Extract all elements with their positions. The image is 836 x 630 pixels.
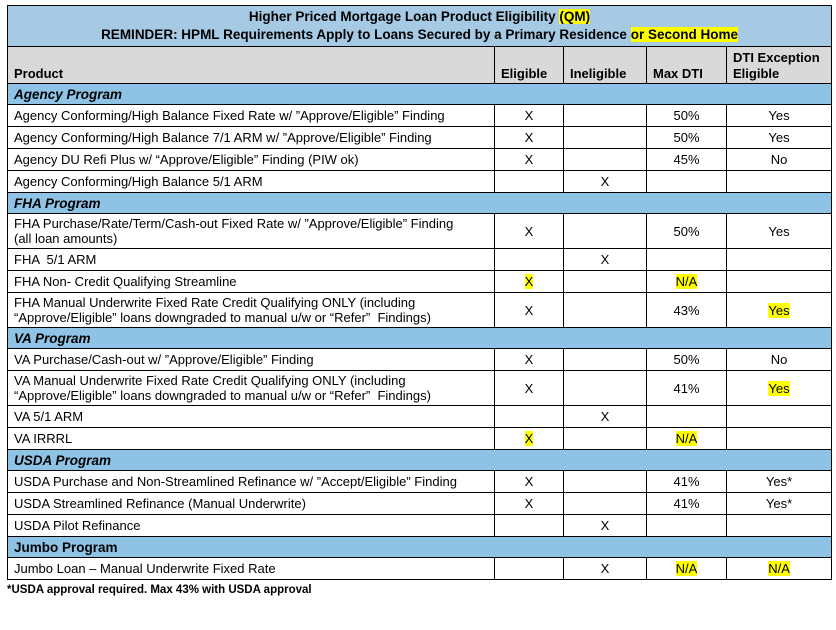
ineligible-cell: X (564, 558, 647, 580)
title-line1: Higher Priced Mortgage Loan Product Eligibility (248, 9, 560, 24)
product-line1: VA Manual Underwrite Fixed Rate Credit Qualifying ONLY (including (14, 373, 406, 388)
product-cell: USDA Purchase and Non-Streamlined Refinance w/ ”Accept/Eligible” Finding (8, 471, 495, 493)
eligibility-document (7, 5, 831, 596)
eligible-cell: X (495, 127, 564, 149)
product-line2: “Approve/Eligible” loans downgraded to manual u/w or “Refer” Findings) (14, 310, 431, 325)
dti-exception-cell: Yes (727, 127, 832, 149)
product-cell: USDA Streamlined Refinance (Manual Underwrite) (8, 493, 495, 515)
header-dti-exception-line1: DTI Exception (733, 50, 820, 65)
table-row (8, 214, 832, 249)
ineligible-cell: X (564, 515, 647, 537)
eligible-cell (495, 271, 564, 293)
max-dti-cell: 41% (647, 493, 727, 515)
title-row (8, 6, 832, 47)
section-jumbo (8, 537, 832, 558)
table-row (8, 293, 832, 328)
ineligible-cell (564, 214, 647, 249)
product-cell: Agency Conforming/High Balance 7/1 ARM w/ ”Approve/Eligible” Finding (8, 127, 495, 149)
eligible-cell: X (495, 349, 564, 371)
header-dti-exception-line2: Eligible (733, 66, 780, 81)
table-row (8, 428, 832, 450)
ineligible-cell: X (564, 249, 647, 271)
max-dti-cell (647, 406, 727, 428)
section-agency (8, 84, 832, 105)
table-row (8, 127, 832, 149)
product-line2: “Approve/Eligible” loans downgraded to manual u/w or “Refer” Findings) (14, 388, 431, 403)
eligible-cell: X (495, 105, 564, 127)
max-dti-cell (647, 249, 727, 271)
max-dti-cell: 50% (647, 127, 727, 149)
section-label: Agency Program (8, 84, 832, 105)
header-eligible: Eligible (495, 47, 564, 84)
dti-exception-cell: Yes (727, 105, 832, 127)
max-dti-cell (647, 515, 727, 537)
eligible-highlight: X (524, 274, 534, 289)
eligible-cell: X (495, 149, 564, 171)
max-dti-cell (647, 271, 727, 293)
table-row (8, 406, 832, 428)
product-cell: FHA Non- Credit Qualifying Streamline (8, 271, 495, 293)
section-va (8, 328, 832, 349)
ineligible-cell (564, 149, 647, 171)
header-row (8, 47, 832, 84)
eligible-cell (495, 428, 564, 450)
product-cell (8, 371, 495, 406)
footnote: *USDA approval required. Max 43% with USDA approval (7, 584, 312, 596)
ineligible-cell (564, 105, 647, 127)
eligible-cell: X (495, 493, 564, 515)
eligible-cell: X (495, 471, 564, 493)
ineligible-cell (564, 349, 647, 371)
product-cell: VA Purchase/Cash-out w/ ”Approve/Eligible” Finding (8, 349, 495, 371)
dti-exception-cell (727, 515, 832, 537)
dti-exception-cell (727, 293, 832, 328)
dti-exception-cell (727, 406, 832, 428)
eligible-cell (495, 558, 564, 580)
eligible-highlight: X (524, 431, 534, 446)
max-dti-cell: 50% (647, 349, 727, 371)
ineligible-cell (564, 293, 647, 328)
table-row (8, 558, 832, 580)
header-ineligible: Ineligible (564, 47, 647, 84)
max-dti-highlight: N/A (675, 561, 698, 576)
title-second-home-highlight: or Second Home (630, 27, 738, 42)
dti-exception-cell: Yes* (727, 471, 832, 493)
section-label: FHA Program (8, 193, 832, 214)
dti-exception-cell (727, 428, 832, 450)
header-max-dti: Max DTI (647, 47, 727, 84)
dti-exception-cell: No (727, 349, 832, 371)
eligible-cell (495, 171, 564, 193)
eligible-cell (495, 515, 564, 537)
product-cell: Jumbo Loan – Manual Underwrite Fixed Rate (8, 558, 495, 580)
section-label: Jumbo Program (8, 537, 832, 558)
product-cell: VA 5/1 ARM (8, 406, 495, 428)
dti-exception-highlight: Yes (768, 302, 790, 318)
ineligible-cell (564, 271, 647, 293)
dti-exception-cell: Yes (727, 214, 832, 249)
max-dti-cell (647, 558, 727, 580)
max-dti-cell: 50% (647, 214, 727, 249)
ineligible-cell (564, 127, 647, 149)
eligibility-table (7, 5, 832, 580)
table-row (8, 371, 832, 406)
max-dti-highlight: N/A (675, 431, 698, 446)
product-cell (8, 214, 495, 249)
dti-exception-cell: No (727, 149, 832, 171)
max-dti-highlight: N/A (675, 274, 698, 289)
ineligible-cell (564, 371, 647, 406)
product-cell (8, 293, 495, 328)
table-row (8, 471, 832, 493)
table-row (8, 493, 832, 515)
table-row (8, 149, 832, 171)
table-row (8, 271, 832, 293)
product-cell: Agency Conforming/High Balance Fixed Rate w/ ”Approve/Eligible” Finding (8, 105, 495, 127)
eligible-cell (495, 249, 564, 271)
dti-exception-highlight: Yes (768, 380, 790, 396)
dti-exception-cell (727, 271, 832, 293)
product-cell: VA IRRRL (8, 428, 495, 450)
max-dti-cell (647, 428, 727, 450)
product-line1: FHA Manual Underwrite Fixed Rate Credit Qualifying ONLY (including (14, 295, 416, 310)
eligible-cell (495, 406, 564, 428)
max-dti-cell (647, 171, 727, 193)
product-cell: Agency DU Refi Plus w/ “Approve/Eligible” Finding (PIW ok) (8, 149, 495, 171)
ineligible-cell: X (564, 406, 647, 428)
dti-exception-cell (727, 171, 832, 193)
ineligible-cell (564, 471, 647, 493)
eligible-cell: X (495, 214, 564, 249)
ineligible-cell (564, 428, 647, 450)
eligible-cell: X (495, 371, 564, 406)
section-fha (8, 193, 832, 214)
dti-exception-cell (727, 249, 832, 271)
eligible-cell: X (495, 293, 564, 328)
table-row (8, 249, 832, 271)
product-cell: USDA Pilot Refinance (8, 515, 495, 537)
table-row (8, 515, 832, 537)
section-usda (8, 450, 832, 471)
product-cell: Agency Conforming/High Balance 5/1 ARM (8, 171, 495, 193)
dti-exception-cell (727, 371, 832, 406)
header-dti-exception (727, 47, 832, 84)
ineligible-cell (564, 493, 647, 515)
max-dti-cell: 45% (647, 149, 727, 171)
table-row (8, 349, 832, 371)
table-row (8, 105, 832, 127)
product-line2: (all loan amounts) (14, 231, 118, 246)
title-qm-highlight: (QM) (559, 9, 591, 24)
dti-exception-cell: Yes* (727, 493, 832, 515)
title-line2: REMINDER: HPML Requirements Apply to Loans Secured by a Primary Residence (101, 27, 631, 42)
product-cell: FHA 5/1 ARM (8, 249, 495, 271)
product-line1: FHA Purchase/Rate/Term/Cash-out Fixed Rate w/ ”Approve/Eligible” Finding (14, 216, 454, 231)
dti-exception-highlight: N/A (768, 561, 790, 576)
max-dti-cell: 50% (647, 105, 727, 127)
max-dti-cell: 43% (647, 293, 727, 328)
max-dti-cell: 41% (647, 471, 727, 493)
header-product: Product (8, 47, 495, 84)
max-dti-cell: 41% (647, 371, 727, 406)
dti-exception-cell (727, 558, 832, 580)
section-label: USDA Program (8, 450, 832, 471)
table-title (8, 6, 832, 47)
ineligible-cell: X (564, 171, 647, 193)
section-label: VA Program (8, 328, 832, 349)
table-row (8, 171, 832, 193)
